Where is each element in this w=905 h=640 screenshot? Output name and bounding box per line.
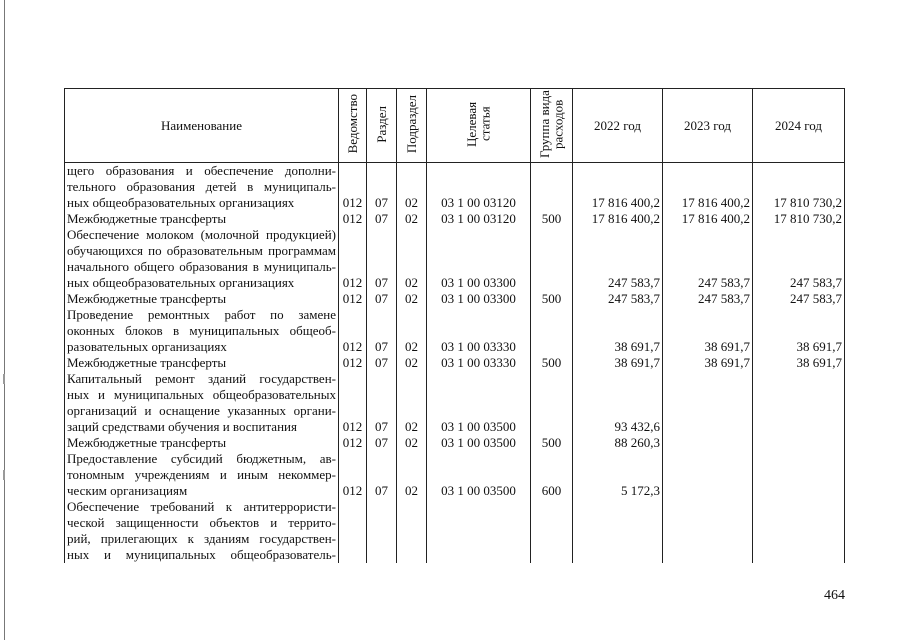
cell-razdel	[367, 547, 397, 563]
cell-gruppa	[531, 531, 573, 547]
cell-podrazdel	[397, 515, 427, 531]
cell-2024: 247 583,7	[753, 291, 845, 307]
cell-2024	[753, 243, 845, 259]
table-row	[65, 259, 845, 275]
table-row	[65, 419, 845, 435]
cell-gruppa	[531, 371, 573, 387]
cell-2024	[753, 163, 845, 180]
cell-vedomstvo	[339, 403, 367, 419]
cell-2023: 38 691,7	[663, 339, 753, 355]
cell-2023	[663, 163, 753, 180]
cell-razdel	[367, 243, 397, 259]
cell-statya	[427, 451, 531, 467]
cell-2023: 38 691,7	[663, 355, 753, 371]
cell-gruppa	[531, 179, 573, 195]
cell-vedomstvo	[339, 387, 367, 403]
cell-razdel	[367, 467, 397, 483]
cell-podrazdel: 02	[397, 291, 427, 307]
cell-razdel: 07	[367, 275, 397, 291]
cell-2023	[663, 451, 753, 467]
table-row	[65, 547, 845, 563]
cell-2022: 38 691,7	[573, 339, 663, 355]
header-vedomstvo-label: Ведомство	[344, 94, 360, 154]
cell-razdel: 07	[367, 355, 397, 371]
header-2022: 2022 год	[573, 89, 663, 163]
cell-statya: 03 1 00 03500	[427, 483, 531, 499]
cell-vedomstvo	[339, 163, 367, 180]
cell-vedomstvo: 012	[339, 339, 367, 355]
cell-2022	[573, 243, 663, 259]
cell-statya: 03 1 00 03120	[427, 211, 531, 227]
cell-2024	[753, 531, 845, 547]
cell-2024	[753, 323, 845, 339]
cell-2024: 247 583,7	[753, 275, 845, 291]
table-row	[65, 355, 845, 371]
cell-2022: 38 691,7	[573, 355, 663, 371]
table-row	[65, 195, 845, 211]
scan-edge-line	[4, 0, 5, 640]
cell-gruppa	[531, 227, 573, 243]
cell-razdel	[367, 163, 397, 180]
cell-vedomstvo	[339, 531, 367, 547]
cell-statya: 03 1 00 03300	[427, 291, 531, 307]
cell-razdel: 07	[367, 211, 397, 227]
cell-2022	[573, 531, 663, 547]
cell-gruppa	[531, 339, 573, 355]
cell-vedomstvo: 012	[339, 435, 367, 451]
cell-statya	[427, 371, 531, 387]
header-razdel	[367, 89, 397, 163]
cell-2022	[573, 323, 663, 339]
cell-2022	[573, 179, 663, 195]
cell-statya: 03 1 00 03500	[427, 419, 531, 435]
table-header-row	[65, 89, 845, 163]
cell-gruppa	[531, 307, 573, 323]
cell-2023: 247 583,7	[663, 291, 753, 307]
cell-gruppa	[531, 403, 573, 419]
cell-2024	[753, 179, 845, 195]
cell-name: заций средствами обучения и воспитания	[65, 419, 339, 435]
cell-name: Предоставление субсидий бюджетным, ав-	[65, 451, 339, 467]
cell-2024	[753, 307, 845, 323]
cell-statya	[427, 467, 531, 483]
cell-2023	[663, 371, 753, 387]
cell-name: ных общеобразовательных организациях	[65, 275, 339, 291]
table-row	[65, 339, 845, 355]
cell-podrazdel	[397, 403, 427, 419]
cell-gruppa	[531, 499, 573, 515]
cell-name: обучающихся по образовательным программам	[65, 243, 339, 259]
cell-2024: 17 810 730,2	[753, 211, 845, 227]
cell-vedomstvo	[339, 243, 367, 259]
cell-razdel	[367, 259, 397, 275]
cell-2023	[663, 307, 753, 323]
cell-2023	[663, 403, 753, 419]
cell-name: оконных блоков в муниципальных общеоб-	[65, 323, 339, 339]
cell-name: рий, прилегающих к зданиям государствен-	[65, 531, 339, 547]
cell-podrazdel: 02	[397, 195, 427, 211]
cell-razdel: 07	[367, 419, 397, 435]
cell-vedomstvo: 012	[339, 195, 367, 211]
table-row	[65, 403, 845, 419]
cell-vedomstvo	[339, 515, 367, 531]
cell-2022: 5 172,3	[573, 483, 663, 499]
cell-razdel	[367, 387, 397, 403]
cell-2023	[663, 243, 753, 259]
header-statya	[427, 89, 531, 163]
header-2023: 2023 год	[663, 89, 753, 163]
cell-gruppa	[531, 323, 573, 339]
cell-2022	[573, 451, 663, 467]
cell-podrazdel	[397, 499, 427, 515]
cell-statya	[427, 163, 531, 180]
cell-2022	[573, 163, 663, 180]
cell-razdel	[367, 179, 397, 195]
cell-2024: 17 810 730,2	[753, 195, 845, 211]
cell-vedomstvo	[339, 371, 367, 387]
cell-2023	[663, 323, 753, 339]
cell-2024	[753, 499, 845, 515]
cell-2022: 88 260,3	[573, 435, 663, 451]
cell-podrazdel	[397, 531, 427, 547]
cell-podrazdel	[397, 387, 427, 403]
cell-2022	[573, 227, 663, 243]
cell-podrazdel	[397, 163, 427, 180]
cell-2022	[573, 387, 663, 403]
budget-table	[64, 88, 845, 563]
cell-2023	[663, 467, 753, 483]
header-razdel-label: Раздел	[373, 105, 389, 143]
page-number: 464	[824, 588, 845, 603]
header-podrazdel-label: Подраздел	[403, 94, 419, 154]
cell-statya	[427, 547, 531, 563]
cell-name: ческим организациям	[65, 483, 339, 499]
cell-2024	[753, 451, 845, 467]
cell-gruppa: 500	[531, 355, 573, 371]
cell-gruppa	[531, 243, 573, 259]
cell-name: Капитальный ремонт зданий государствен-	[65, 371, 339, 387]
cell-2023	[663, 419, 753, 435]
cell-podrazdel: 02	[397, 339, 427, 355]
cell-name: тономным учреждениям и иным некоммер-	[65, 467, 339, 483]
cell-2024	[753, 259, 845, 275]
cell-razdel	[367, 531, 397, 547]
cell-2023	[663, 227, 753, 243]
cell-vedomstvo: 012	[339, 291, 367, 307]
cell-statya	[427, 227, 531, 243]
cell-2024	[753, 515, 845, 531]
cell-2023	[663, 483, 753, 499]
cell-gruppa	[531, 419, 573, 435]
cell-podrazdel: 02	[397, 483, 427, 499]
cell-2023	[663, 179, 753, 195]
header-vedomstvo	[339, 89, 367, 163]
table-row	[65, 387, 845, 403]
cell-name: организаций и оснащение указанных органи-	[65, 403, 339, 419]
cell-razdel: 07	[367, 195, 397, 211]
table-row	[65, 531, 845, 547]
cell-name: тельного образования детей в муниципаль-	[65, 179, 339, 195]
cell-vedomstvo	[339, 547, 367, 563]
table-row	[65, 291, 845, 307]
cell-gruppa	[531, 275, 573, 291]
cell-name: Обеспечение молоком (молочной продукцией)	[65, 227, 339, 243]
cell-vedomstvo: 012	[339, 419, 367, 435]
cell-2022	[573, 547, 663, 563]
table-row	[65, 499, 845, 515]
cell-2022	[573, 259, 663, 275]
cell-name: Межбюджетные трансферты	[65, 211, 339, 227]
cell-gruppa: 500	[531, 211, 573, 227]
cell-gruppa	[531, 547, 573, 563]
cell-name: ных и муниципальных общеобразовательных	[65, 387, 339, 403]
cell-name: Проведение ремонтных работ по замене	[65, 307, 339, 323]
cell-2023	[663, 531, 753, 547]
cell-podrazdel	[397, 467, 427, 483]
cell-podrazdel	[397, 451, 427, 467]
cell-gruppa	[531, 387, 573, 403]
cell-2022	[573, 403, 663, 419]
cell-podrazdel: 02	[397, 355, 427, 371]
cell-2022: 93 432,6	[573, 419, 663, 435]
cell-2022: 17 816 400,2	[573, 211, 663, 227]
cell-vedomstvo	[339, 323, 367, 339]
cell-podrazdel: 02	[397, 435, 427, 451]
cell-razdel	[367, 451, 397, 467]
cell-2024	[753, 403, 845, 419]
cell-vedomstvo	[339, 499, 367, 515]
cell-2023: 247 583,7	[663, 275, 753, 291]
cell-gruppa	[531, 163, 573, 180]
table-row	[65, 307, 845, 323]
cell-gruppa: 500	[531, 435, 573, 451]
cell-razdel	[367, 307, 397, 323]
cell-podrazdel	[397, 243, 427, 259]
table-row	[65, 435, 845, 451]
table-row	[65, 483, 845, 499]
cell-2023: 17 816 400,2	[663, 211, 753, 227]
table-row	[65, 371, 845, 387]
cell-vedomstvo	[339, 259, 367, 275]
table-row	[65, 451, 845, 467]
cell-podrazdel	[397, 547, 427, 563]
cell-2023	[663, 387, 753, 403]
cell-vedomstvo	[339, 307, 367, 323]
cell-2022	[573, 371, 663, 387]
cell-podrazdel	[397, 371, 427, 387]
cell-2023	[663, 499, 753, 515]
header-statya-label: Целевая статья	[463, 101, 493, 147]
cell-name: Межбюджетные трансферты	[65, 435, 339, 451]
cell-statya	[427, 531, 531, 547]
table-row	[65, 227, 845, 243]
cell-2023	[663, 259, 753, 275]
cell-2024	[753, 435, 845, 451]
cell-razdel: 07	[367, 339, 397, 355]
cell-podrazdel	[397, 259, 427, 275]
cell-2022	[573, 307, 663, 323]
header-gruppa-label: Группа вида расходов	[536, 90, 566, 158]
cell-statya: 03 1 00 03330	[427, 355, 531, 371]
cell-gruppa	[531, 195, 573, 211]
scan-speck	[3, 470, 5, 480]
cell-statya	[427, 243, 531, 259]
cell-podrazdel: 02	[397, 419, 427, 435]
cell-statya	[427, 499, 531, 515]
cell-vedomstvo	[339, 467, 367, 483]
cell-2022: 247 583,7	[573, 275, 663, 291]
cell-gruppa	[531, 515, 573, 531]
cell-razdel	[367, 499, 397, 515]
cell-2023	[663, 547, 753, 563]
table-row	[65, 179, 845, 195]
cell-statya	[427, 403, 531, 419]
cell-name: Межбюджетные трансферты	[65, 355, 339, 371]
cell-2024: 38 691,7	[753, 355, 845, 371]
cell-2024	[753, 419, 845, 435]
cell-podrazdel	[397, 227, 427, 243]
cell-gruppa	[531, 451, 573, 467]
cell-vedomstvo: 012	[339, 483, 367, 499]
cell-podrazdel: 02	[397, 275, 427, 291]
header-gruppa	[531, 89, 573, 163]
cell-razdel	[367, 323, 397, 339]
cell-razdel: 07	[367, 435, 397, 451]
cell-statya	[427, 307, 531, 323]
table-row	[65, 323, 845, 339]
cell-statya	[427, 179, 531, 195]
cell-2023: 17 816 400,2	[663, 195, 753, 211]
cell-statya	[427, 387, 531, 403]
table-row	[65, 515, 845, 531]
cell-2024	[753, 483, 845, 499]
cell-gruppa: 500	[531, 291, 573, 307]
header-podrazdel	[397, 89, 427, 163]
cell-vedomstvo: 012	[339, 211, 367, 227]
cell-name: ческой защищенности объектов и террито-	[65, 515, 339, 531]
table-row	[65, 211, 845, 227]
cell-razdel	[367, 403, 397, 419]
table-row	[65, 467, 845, 483]
cell-2023	[663, 435, 753, 451]
cell-2024	[753, 371, 845, 387]
table-row	[65, 163, 845, 180]
cell-razdel	[367, 371, 397, 387]
cell-razdel: 07	[367, 483, 397, 499]
cell-2022	[573, 499, 663, 515]
cell-razdel	[367, 227, 397, 243]
cell-statya: 03 1 00 03300	[427, 275, 531, 291]
table-row	[65, 275, 845, 291]
cell-razdel	[367, 515, 397, 531]
cell-name: щего образования и обеспечение дополни-	[65, 163, 339, 180]
cell-statya	[427, 515, 531, 531]
cell-podrazdel: 02	[397, 211, 427, 227]
cell-statya	[427, 259, 531, 275]
header-2024: 2024 год	[753, 89, 845, 163]
cell-vedomstvo: 012	[339, 275, 367, 291]
cell-gruppa	[531, 259, 573, 275]
cell-2024: 38 691,7	[753, 339, 845, 355]
scan-speck	[3, 374, 5, 384]
cell-podrazdel	[397, 307, 427, 323]
table-row	[65, 243, 845, 259]
cell-2022	[573, 515, 663, 531]
cell-name: ных общеобразовательных организациях	[65, 195, 339, 211]
cell-podrazdel	[397, 323, 427, 339]
cell-2024	[753, 467, 845, 483]
cell-name: разовательных организациях	[65, 339, 339, 355]
cell-2022	[573, 467, 663, 483]
cell-statya	[427, 323, 531, 339]
table-body	[65, 163, 845, 564]
header-name: Наименование	[65, 89, 339, 163]
cell-vedomstvo	[339, 179, 367, 195]
cell-2022: 247 583,7	[573, 291, 663, 307]
cell-statya: 03 1 00 03500	[427, 435, 531, 451]
cell-statya: 03 1 00 03330	[427, 339, 531, 355]
cell-gruppa	[531, 467, 573, 483]
cell-razdel: 07	[367, 291, 397, 307]
cell-vedomstvo: 012	[339, 355, 367, 371]
cell-2022: 17 816 400,2	[573, 195, 663, 211]
cell-name: ных и муниципальных общеобразователь-	[65, 547, 339, 563]
cell-name: Межбюджетные трансферты	[65, 291, 339, 307]
cell-name: начального общего образования в муниципаль-	[65, 259, 339, 275]
cell-2024	[753, 227, 845, 243]
cell-2023	[663, 515, 753, 531]
cell-vedomstvo	[339, 227, 367, 243]
cell-gruppa: 600	[531, 483, 573, 499]
cell-2024	[753, 547, 845, 563]
cell-podrazdel	[397, 179, 427, 195]
cell-statya: 03 1 00 03120	[427, 195, 531, 211]
cell-name: Обеспечение требований к антитеррористи-	[65, 499, 339, 515]
cell-vedomstvo	[339, 451, 367, 467]
cell-2024	[753, 387, 845, 403]
